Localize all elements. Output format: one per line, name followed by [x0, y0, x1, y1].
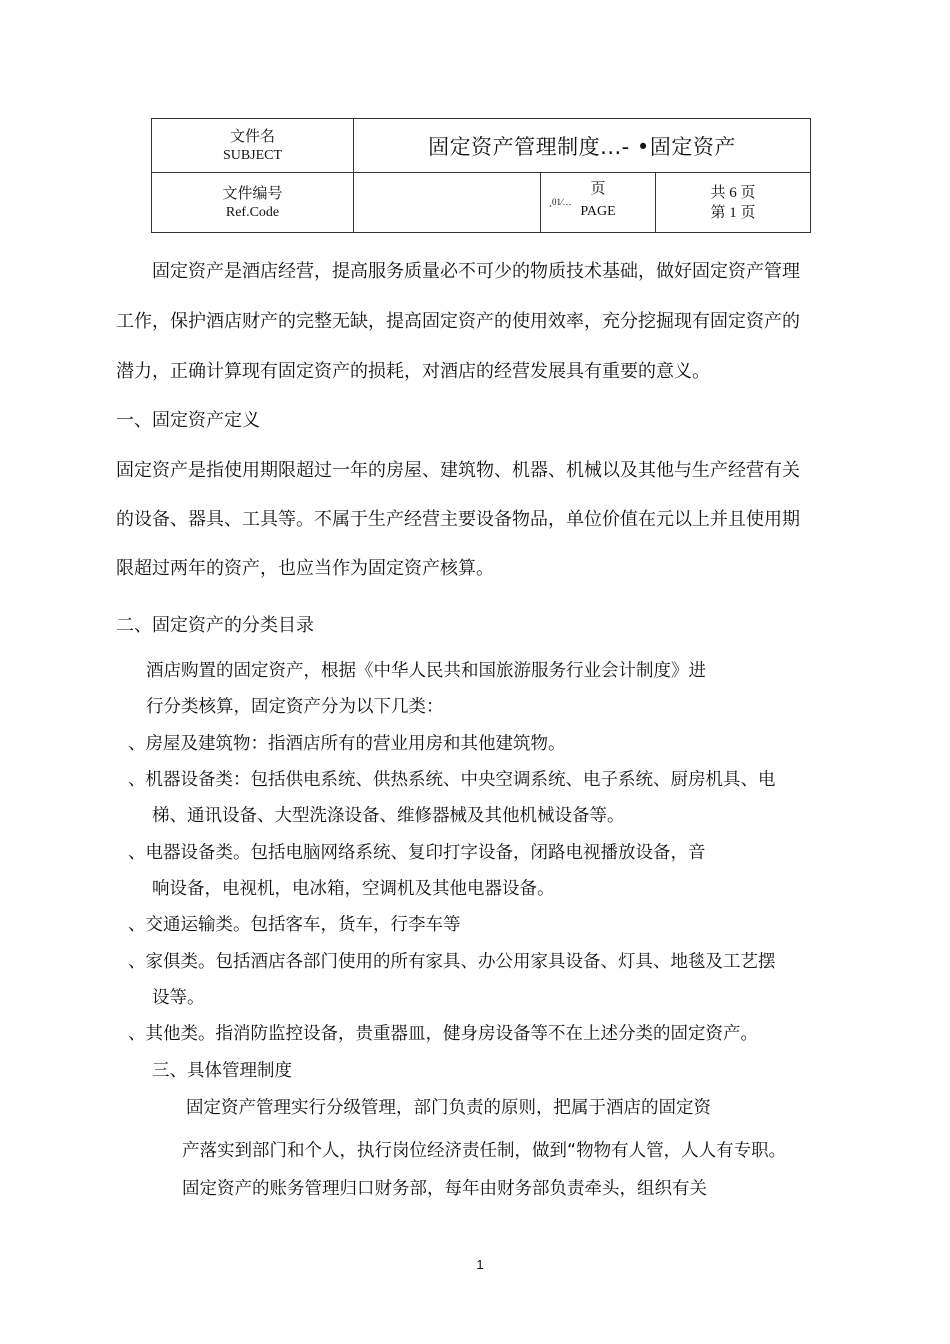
refcode-label-en: Ref.Code [225, 205, 280, 220]
page-count-cell [656, 173, 811, 233]
subject-label-cn: 文件名 [229, 127, 275, 145]
section-2-line-3: 、房屋及建筑物：指酒店所有的营业用房和其他建筑物。 [128, 734, 566, 754]
section-2-line-11: 、其他类。指消防监控设备，贵重器皿，健身房设备等不在上述分类的固定资产。 [128, 1024, 758, 1044]
page-label-cell [541, 173, 656, 233]
section-3-line-1: 固定资产管理实行分级管理，部门负责的原则，把属于酒店的固定资 [186, 1098, 711, 1118]
section-3-line-2: 产落实到部门和个人，执行岗位经济责任制，做到“物物有人管，人人有专职。 [182, 1141, 787, 1161]
refcode-label-cell [152, 173, 354, 233]
document-header-table [151, 118, 811, 233]
section-2-line-2: 行分类核算，固定资产分为以下几类： [146, 697, 444, 717]
section-2-heading: 二、固定资产的分类目录 [116, 615, 314, 636]
section-3-heading: 三、具体管理制度 [152, 1061, 292, 1081]
intro-line-3: 潜力，正确计算现有固定资产的损耗，对酒店的经营发展具有重要的意义。 [116, 361, 710, 382]
section-1-heading: 一、固定资产定义 [116, 410, 260, 431]
section-1-line-2: 的设备、器具、工具等。不属于生产经营主要设备物品，单位价值在元以上并且使用期 [116, 509, 800, 530]
refcode-label-cn: 文件编号 [222, 184, 283, 202]
page-glyph: ¸01⁄… [549, 197, 572, 207]
section-2-line-10: 设等。 [152, 988, 205, 1008]
intro-line-1: 固定资产是酒店经营，提高服务质量必不可少的物质技术基础，做好固定资产管理 [152, 261, 800, 282]
current-page: 第 1 页 [710, 204, 756, 221]
page-label-cn: 页 [590, 179, 606, 197]
section-2-line-8: 、交通运输类。包括客车，货车，行李车等 [128, 915, 461, 935]
section-3-line-3: 固定资产的账务管理归口财务部，每年由财务部负责牵头，组织有关 [182, 1179, 707, 1199]
document-title: 固定资产管理制度...- •固定资产 [428, 134, 736, 159]
section-2-line-7: 响设备，电视机，电冰箱，空调机及其他电器设备。 [152, 879, 555, 899]
total-pages: 共 6 页 [710, 184, 756, 201]
page-label-en: PAGE [580, 204, 616, 219]
section-1-line-3: 限超过两年的资产，也应当作为固定资产核算。 [116, 558, 494, 579]
section-2-line-1: 酒店购置的固定资产，根据《中华人民共和国旅游服务行业会计制度》进 [146, 661, 706, 681]
section-1-line-1: 固定资产是指使用期限超过一年的房屋、建筑物、机器、机械以及其他与生产经营有关 [116, 460, 800, 481]
section-2-line-9: 、家俱类。包括酒店各部门使用的所有家具、办公用家具设备、灯具、地毯及工艺摆 [128, 952, 776, 972]
section-2-line-5: 梯、通讯设备、大型洗涤设备、维修器械及其他机械设备等。 [152, 806, 625, 826]
section-2-line-6: 、电器设备类。包括电脑网络系统、复印打字设备，闭路电视播放设备，音 [128, 843, 706, 863]
subject-label-en: SUBJECT [222, 148, 283, 163]
page-number: 1 [476, 1257, 484, 1272]
refcode-value-cell [354, 173, 541, 233]
subject-title-cell [354, 119, 811, 173]
section-2-line-4: 、机器设备类：包括供电系统、供热系统、中央空调系统、电子系统、厨房机具、电 [128, 770, 776, 790]
intro-line-2: 工作，保护酒店财产的完整无缺，提高固定资产的使用效率，充分挖掘现有固定资产的 [116, 311, 800, 332]
subject-label-cell [152, 119, 354, 173]
